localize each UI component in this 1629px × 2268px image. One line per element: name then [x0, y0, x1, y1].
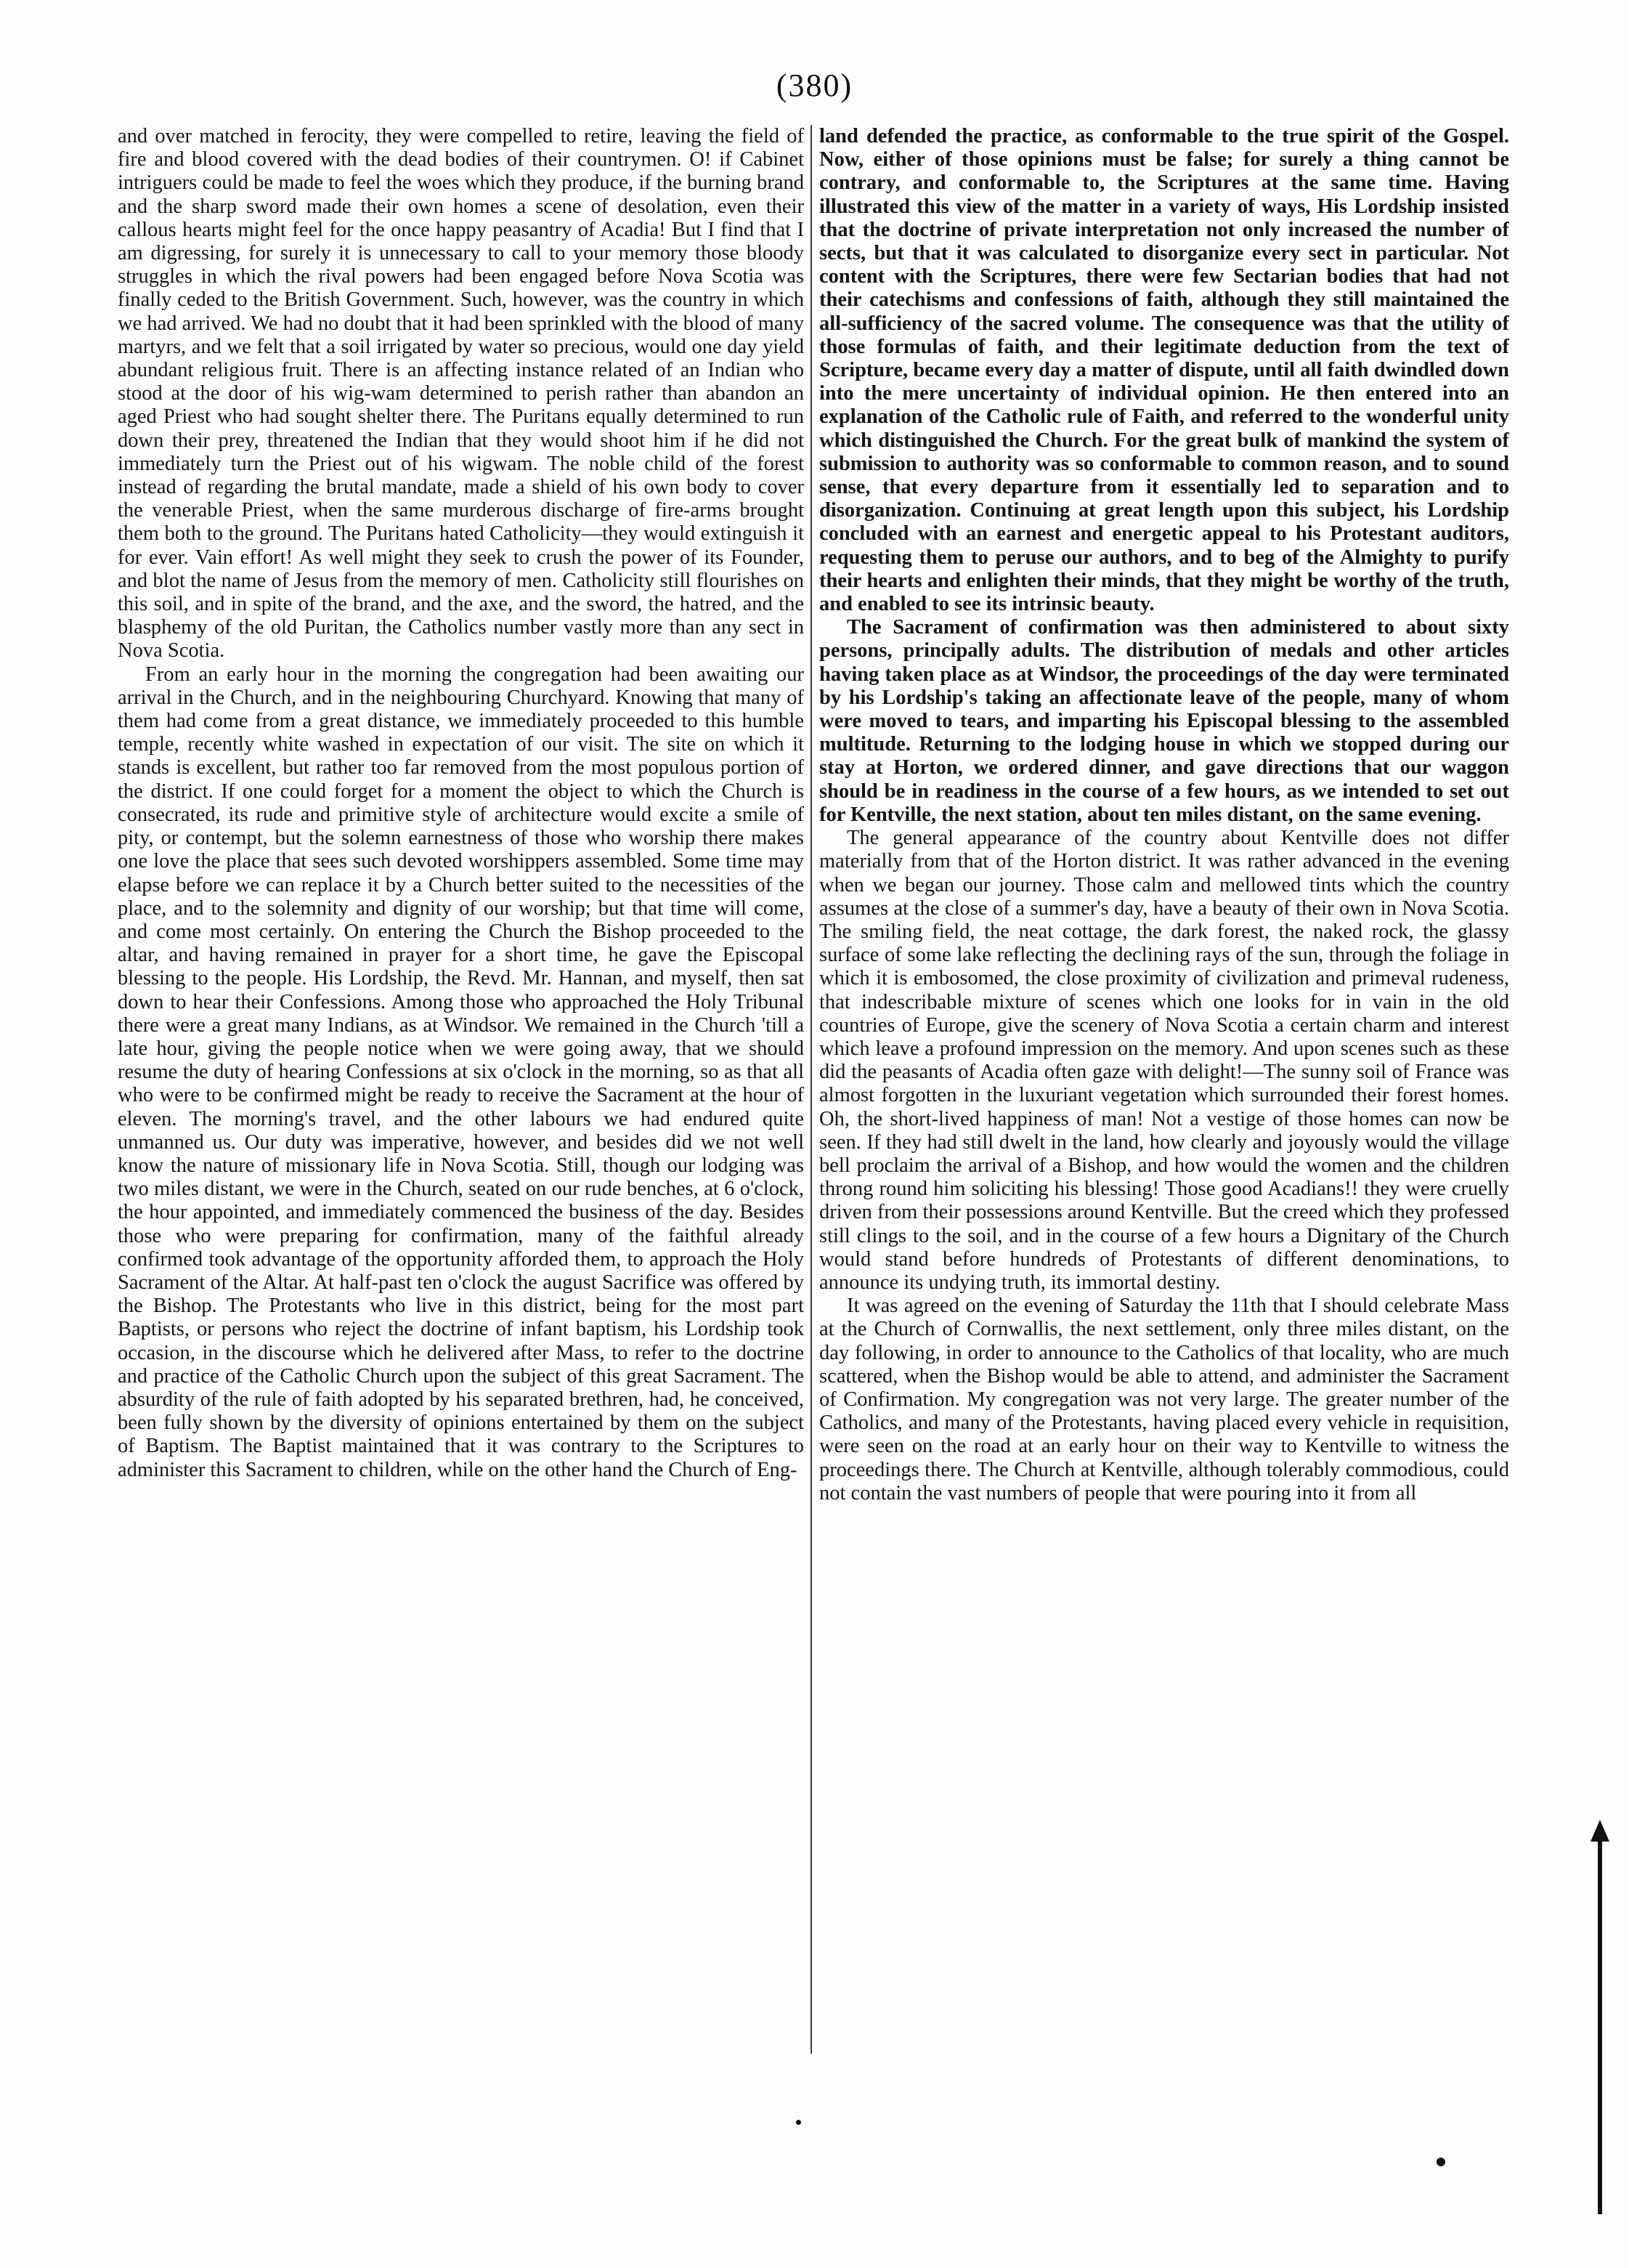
- ink-speck: [1437, 2158, 1445, 2166]
- right-paragraph-4: It was agreed on the evening of Saturday the 11th that I should celebrate Mass at the Church of Cornwallis, the next settlement, only three miles distant, on the day following, in order to announce to the Catholics of that locality, who are much scattered, when the Bishop would be able to attend, and administer the Sacrament of Confirmation. My congregation was not very large. The greater number of the Catholics, and many of the Protestants, having placed every vehicle in requisition, were seen on the road at an early hour on their way to Kentville to witness the proceedings there. The Church at Kentville, although tolerably commodious, could not contain the vast numbers of people that were pouring into it from all: [819, 1295, 1509, 1504]
- right-column: [819, 125, 1509, 2057]
- left-paragraph-1: and over matched in ferocity, they were compelled to retire, leaving the field of fire and blood covered with the dead bodies of their countrymen. O! if Cabinet intriguers could be made to feel the woes which they produce, if the burning brand and the sharp sword made their own homes a scene of desolation, even their callous hearts might feel for the once happy peasantry of Acadia! But I find that I am digressing, for surely it is unnecessary to call to your memory those bloody struggles in which the rival powers had been engaged before Nova Scotia was finally ceded to the British Government. Such, however, was the country in which we had arrived. We had no doubt that it had been sprinkled with the blood of many martyrs, and we felt that a soil irrigated by water so precious, would one day yield abundant religious fruit. There is an affecting instance related of an Indian who stood at the door of his wig-wam determined to perish rather than abandon an aged Priest who had sought shelter there. The Puritans equally determined to run down their prey, threatened the Indian that they would shoot him if he did not immediately turn the Priest out of his wigwam. The noble child of the forest instead of regarding the brutal mandate, made a shield of his own body to cover the venerable Priest, when the same murderous discharge of fire-arms brought them both to the ground. The Puritans hated Catholicity—they would extinguish it for ever. Vain effort! As well might they seek to crush the power of its Founder, and blot the name of Jesus from the memory of men. Catholicity still flourishes on this soil, and in spite of the brand, and the axe, and the sword, the hatred, and the blasphemy of the old Puritan, the Catholics number vastly more than any sect in Nova Scotia.: [118, 125, 804, 663]
- margin-rule-mark: [1598, 1836, 1602, 2214]
- left-paragraph-2: From an early hour in the morning the congregation had been awaiting our arrival in the Church, and in the neighbouring Churchyard. Knowing that many of them had come from a great distance, we immediately proceeded to this humble temple, recently white washed in expectation of our visit. The site on which it stands is excellent, but rather too far removed from the most populous portion of the district. If one could forget for a moment the object to which the Church is consecrated, its rude and primitive style of architecture would excite a smile of pity, or contempt, but the solemn earnestness of those who worship there makes one love the place that sees such devoted worshippers assembled. Some time may elapse before we can replace it by a Church better suited to the necessities of the place, and to the solemnity and dignity of our worship; but that time will come, and come most certainly. On entering the Church the Bishop proceeded to the altar, and having remained in prayer for a short time, he gave the Episcopal blessing to the people. His Lordship, the Revd. Mr. Hannan, and myself, then sat down to hear their Confessions. Among those who approached the Holy Tribunal there were a great many Indians, as at Windsor. We remained in the Church 'till a late hour, giving the people notice when we were going away, that we should resume the duty of hearing Confessions at six o'clock in the morning, so as that all who were to be confirmed might be ready to receive the Sacrament at the hour of eleven. The morning's travel, and the other labours we had endured quite unmanned us. Our duty was imperative, however, and besides did we not well know the nature of missionary life in Nova Scotia. Still, though our lodging was two miles distant, we were in the Church, seated on our rude benches, at 6 o'clock, the hour appointed, and immediately commenced the business of the day. Besides those who were preparing for confirmation, many of the faithful already confirmed took advantage of the opportunity afforded them, to approach the Holy Sacrament of the Altar. At half-past ten o'clock the august Sacrifice was offered by the Bishop. The Protestants who live in this district, being for the most part Baptists, or persons who reject the doctrine of infant baptism, his Lordship took occasion, in the discourse which he delivered after Mass, to refer to the doctrine and practice of the Catholic Church upon the subject of this great Sacrament. The absurdity of the rule of faith adopted by his separated brethren, had, he conceived, been fully shown by the diversity of opinions entertained by them on the subject of Baptism. The Baptist maintained that it was contrary to the Scriptures to administer this Sacrament to children, while on the other hand the Church of Eng-: [118, 663, 804, 1481]
- left-column: [118, 125, 804, 2057]
- column-divider: [811, 125, 812, 2054]
- ink-speck: [796, 2120, 801, 2125]
- right-paragraph-2: The Sacrament of confirmation was then administered to about sixty persons, principally adults. The distribution of medals and other articles having taken place as at Windsor, the proceedings of the day were terminated by his Lordship's taking an affectionate leave of the people, many of whom were moved to tears, and imparting his Episcopal blessing to the assembled multitude. Returning to the lodging house in which we stopped during our stay at Horton, we ordered dinner, and gave directions that our waggon should be in readiness in the course of a few hours, as we intended to set out for Kentville, the next station, about ten miles distant, on the same evening.: [819, 616, 1509, 826]
- right-paragraph-1: land defended the practice, as conformable to the true spirit of the Gospel. Now, either of those opinions must be false; for surely a thing cannot be contrary, and conformable to, the Scriptures at the same time. Having illustrated this view of the matter in a variety of ways, His Lordship insisted that the doctrine of private interpretation not only increased the number of sects, but that it was calculated to disorganize every sect in particular. Not content with the Scriptures, there were few Sectarian bodies that had not their catechisms and confessions of faith, although they still maintained the all-sufficiency of the sacred volume. The consequence was that the utility of those formulas of faith, and their legitimate deduction from the text of Scripture, became every day a matter of dispute, until all faith dwindled down into the mere uncertainty of individual opinion. He then entered into an explanation of the Catholic rule of Faith, and referred to the wonderful unity which distinguished the Church. For the great bulk of mankind the system of submission to authority was so conformable to common reason, and to sound sense, that every departure from it essentially led to separation and to disorganization. Continuing at great length upon this subject, his Lordship concluded with an earnest and energetic appeal to his Protestant auditors, requesting them to peruse our authors, and to beg of the Almighty to purify their hearts and enlighten their minds, that they might be worthy of the truth, and enabled to see its intrinsic beauty.: [819, 125, 1509, 616]
- right-paragraph-3: The general appearance of the country about Kentville does not differ materially from that of the Horton district. It was rather advanced in the evening when we began our journey. Those calm and mellowed tints which the country assumes at the close of a summer's day, have a beauty of their own in Nova Scotia. The smiling field, the neat cottage, the dark forest, the naked rock, the glassy surface of some lake reflecting the declining rays of the sun, through the foliage in which it is embosomed, the close proximity of civilization and primeval rudeness, that indescribable mixture of scenes which one looks for in vain in the old countries of Europe, give the scenery of Nova Scotia a certain charm and interest which leave a profound impression on the memory. And upon scenes such as these did the peasants of Acadia often gaze with delight!—The sunny soil of France was almost forgotten in the luxuriant vegetation which surrounded their forest homes. Oh, the short-lived happiness of man! Not a vestige of those homes can now be seen. If they had still dwelt in the land, how clearly and joyously would the village bell proclaim the arrival of a Bishop, and how would the women and the children throng round him soliciting his blessing! Those good Acadians!! they were cruelly driven from their possessions around Kentville. But the creed which they professed still clings to the soil, and in the course of a few hours a Dignitary of the Church would stand before hundreds of Protestants of different denominations, to announce its undying truth, its immortal destiny.: [819, 827, 1509, 1294]
- page-number: (380): [776, 68, 853, 103]
